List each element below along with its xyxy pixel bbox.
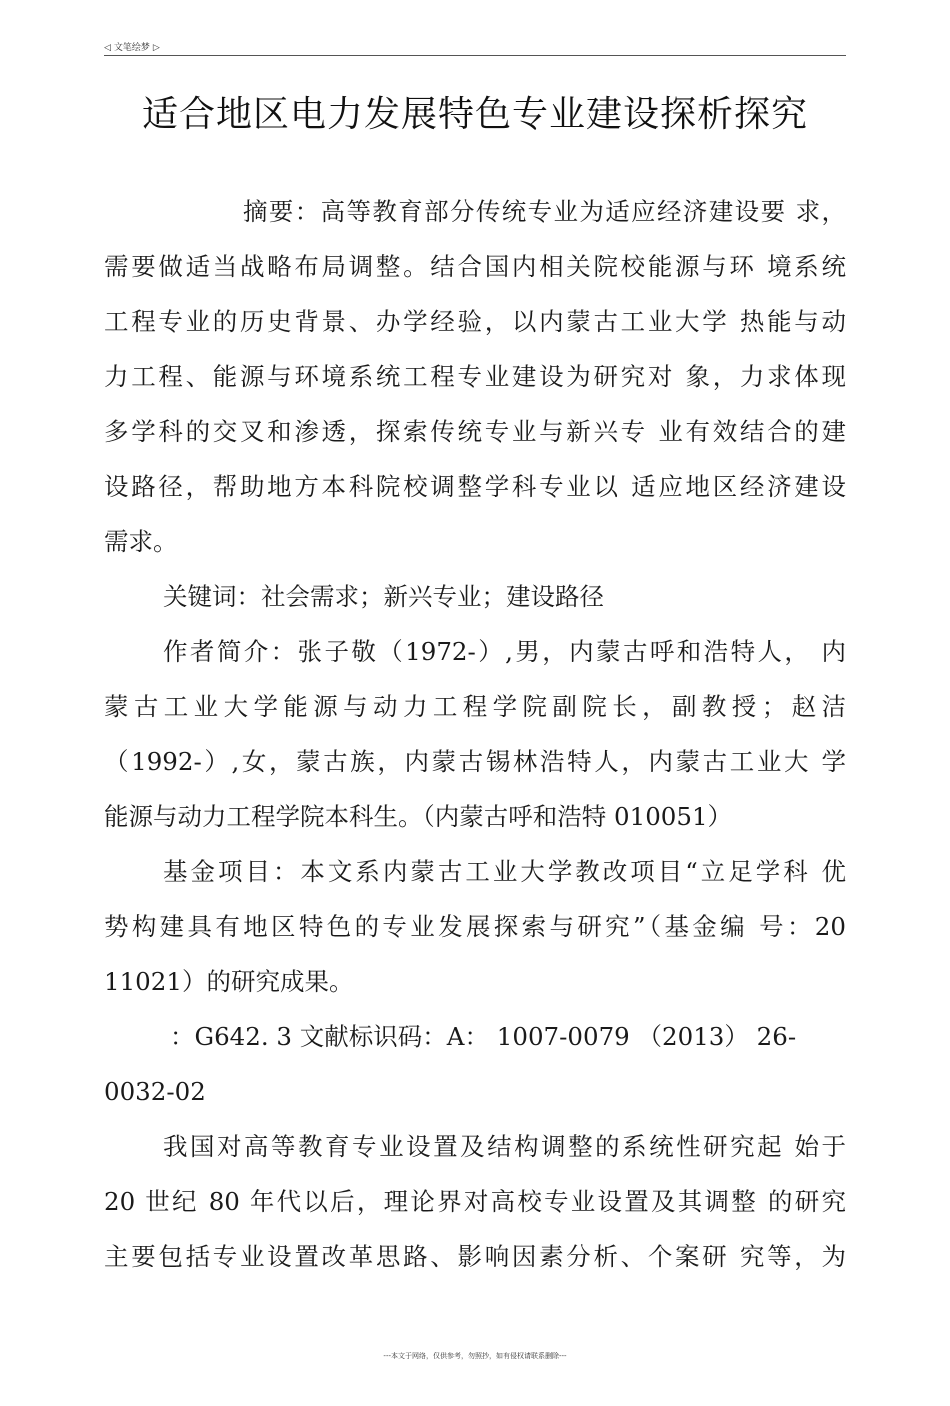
keywords-line: 关键词：社会需求；新兴专业；建设路径 [163, 582, 604, 611]
body-line-1: 我国对高等教育专业设置及结构调整的系统性研究起 始于 [163, 1132, 846, 1161]
author-line-1: 作者简介：张子敬（1972-）,男，内蒙古呼和浩特人， 内 [163, 637, 846, 666]
right-triangle-icon: ▷ [152, 43, 160, 53]
header-label: 文笔绘梦 [113, 43, 150, 53]
left-triangle-icon: ◁ [104, 43, 111, 53]
classification-line-1: ：G642. 3 文献标识码：A： 1007-0079 （2013） 26- [170, 1022, 797, 1051]
fund-line-1: 基金项目：本文系内蒙古工业大学教改项目“立足学科 优 [163, 857, 846, 886]
body-line-3: 主要包括专业设置改革思路、影响因素分析、个案研 究等，为 [104, 1242, 846, 1271]
author-line-3: （1992-）,女，蒙古族，内蒙古锡林浩特人，内蒙古工业大 学 [104, 747, 846, 776]
abstract-line-1: 摘要：高等教育部分传统专业为适应经济建设要 求， [243, 197, 846, 226]
classification-line-2: 0032-02 [104, 1077, 206, 1106]
abstract-line-5: 多学科的交叉和渗透，探索传统专业与新兴专 业有效结合的建 [104, 417, 846, 446]
author-line-2: 蒙古工业大学能源与动力工程学院副院长，副教授；赵洁 [104, 692, 846, 721]
body-line-2: 20 世纪 80 年代以后，理论界对高校专业设置及其调整 的研究 [104, 1187, 846, 1216]
page-footer: ---本文于网络，仅供参考，勿照抄，如有侵权请联系删除--- [383, 1352, 567, 1360]
abstract-line-3: 工程专业的历史背景、办学经验，以内蒙古工业大学 热能与动 [104, 307, 846, 336]
author-line-4: 能源与动力工程学院本科生。（内蒙古呼和浩特 010051） [104, 802, 733, 831]
abstract-line-4: 力工程、能源与环境系统工程专业建设为研究对 象，力求体现 [104, 362, 846, 391]
document-title: 适合地区电力发展特色专业建设探析探究 [141, 94, 808, 135]
abstract-line-7: 需求。 [104, 527, 178, 556]
fund-line-3: 11021）的研究成果。 [104, 967, 354, 996]
page-header [104, 38, 846, 56]
fund-line-2: 势构建具有地区特色的专业发展探索与研究”（基金编 号：20 [104, 912, 846, 941]
abstract-line-6: 设路径，帮助地方本科院校调整学科专业以 适应地区经济建设 [104, 472, 846, 501]
header-brand [104, 40, 163, 53]
abstract-line-2: 需要做适当战略布局调整。结合国内相关院校能源与环 境系统 [104, 252, 846, 281]
